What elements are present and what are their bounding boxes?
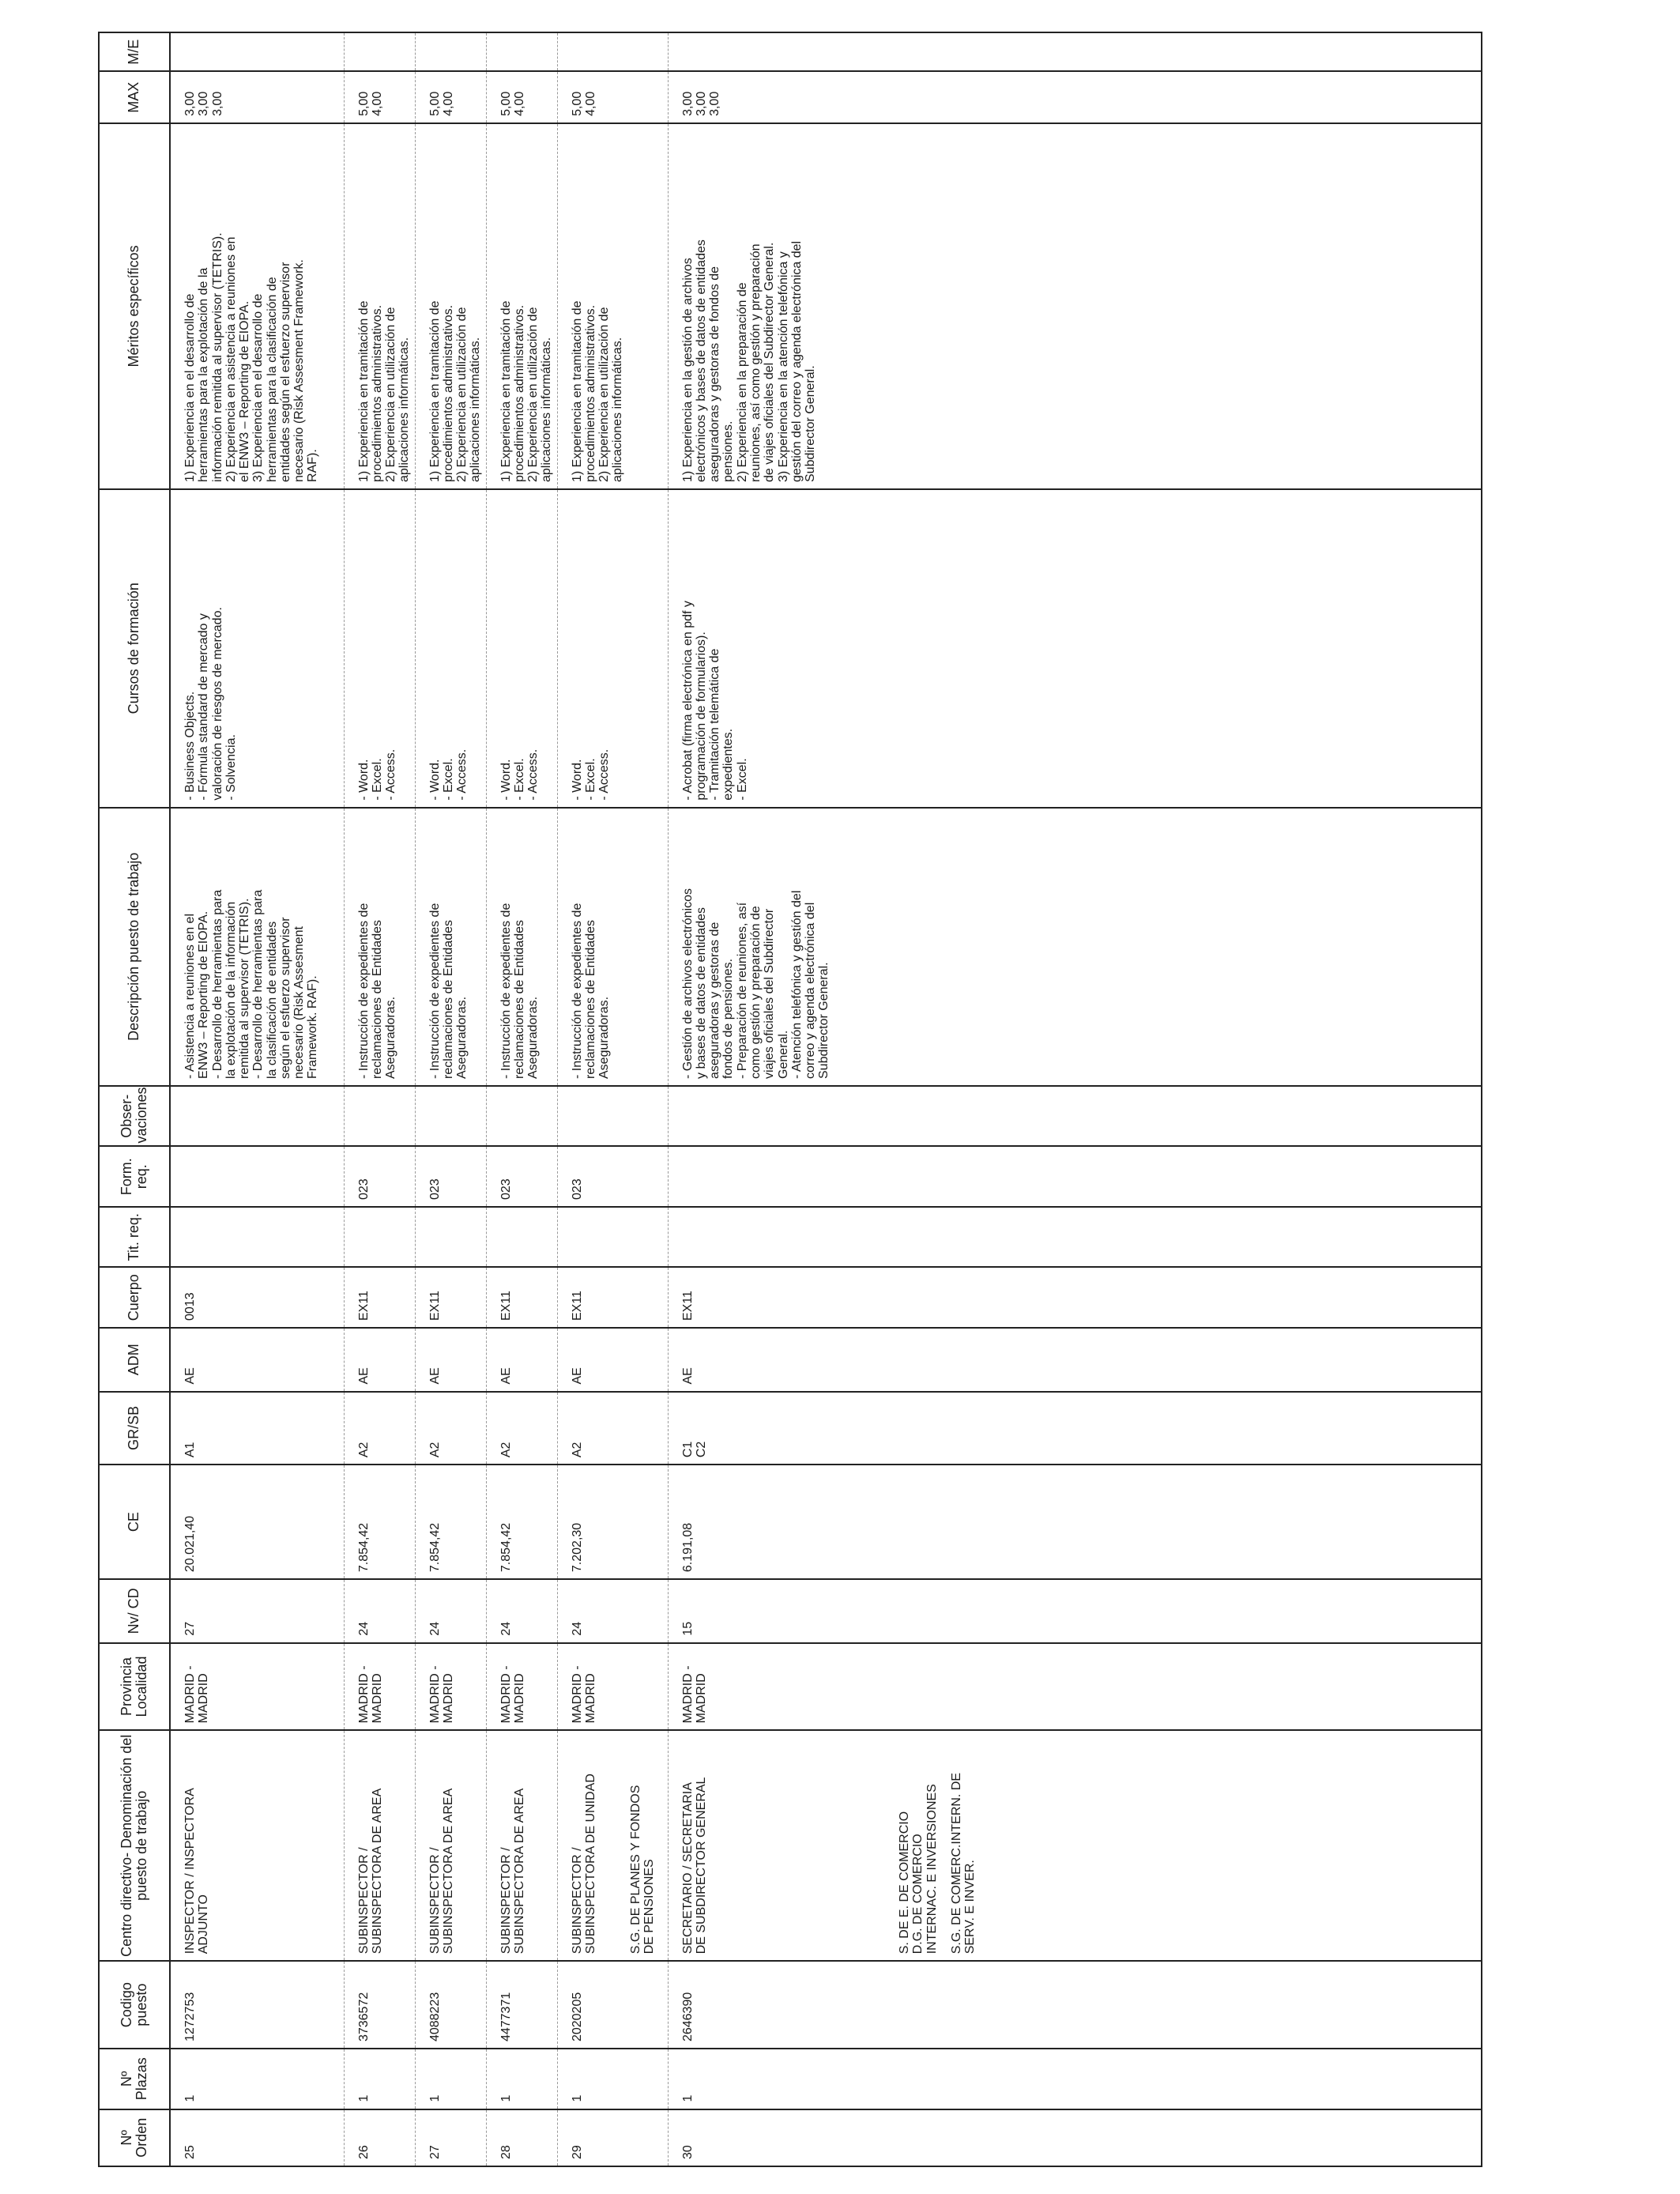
cell-codigo: 4088223 (415, 1961, 486, 2049)
cell-codigo: 2646390 (668, 1961, 1482, 2049)
cell-descripcion: - Instrucción de expedientes de reclamaciones de Entidades Aseguradoras. (486, 808, 557, 1086)
cell-grupo: A2 (415, 1392, 486, 1465)
cell-titulacion (486, 1207, 557, 1268)
cell-cuerpo: EX11 (557, 1268, 668, 1329)
cell-grupo: A2 (344, 1392, 415, 1465)
max-points: 3,00 (694, 91, 708, 116)
cell-plazas: 1 (344, 2049, 415, 2109)
cell-codigo: 3736572 (344, 1961, 415, 2049)
max-points: 5,00 (428, 91, 442, 116)
cell-ce: 20.021,40 (170, 1465, 344, 1579)
cell-codigo: 2020205 (557, 1961, 668, 2049)
cell-nivel: 27 (170, 1579, 344, 1643)
cell-adm: AE (668, 1328, 1482, 1392)
cell-provincia: MADRID - MADRID (344, 1643, 415, 1731)
table-row (486, 32, 557, 2166)
cell-descripcion: - Gestión de archivos electrónicos y bases de datos de entidades aseguradoras y gestoras de fondos de pensiones. - Preparación de reuniones, así como gestión y preparación de viajes oficiales del Subdirector General. - Atención telefónica y gestión del correo y agenda electrónica del Subdirector General. (668, 808, 1482, 1086)
header-grupo: GR/SB (99, 1392, 170, 1465)
subdireccion-label: S.G. DE COMERC.INTERN. DE SERV. E INVER. (950, 1772, 977, 1955)
cell-ce: 7.854,42 (415, 1465, 486, 1579)
max-points: 3,00 (183, 91, 197, 116)
subdireccion-label: S.G. DE PLANES Y FONDOS DE PENSIONES (629, 1785, 657, 1955)
max-points: 3,00 (680, 91, 695, 116)
cell-formacion: 023 (344, 1147, 415, 1208)
cell-nivel: 24 (344, 1579, 415, 1643)
table-row (344, 32, 415, 2166)
cell-cuerpo: 0013 (170, 1268, 344, 1329)
cell-provincia: MADRID - MADRID (557, 1643, 668, 1731)
cell-denominacion: INSPECTOR / INSPECTORA ADJUNTO (170, 1730, 344, 1961)
cell-plazas: 1 (557, 2049, 668, 2109)
cell-observaciones (170, 1086, 344, 1147)
max-points: 5,00 (570, 91, 584, 116)
cell-adm: AE (344, 1328, 415, 1392)
table-row (415, 32, 486, 2166)
cell-descripcion: - Asistencia a reuniones en el ENW3 – Reporting de EIOPA. - Desarrollo de herramientas para la explotación de la información remitida al supervisor (TETRIS). - Desarrollo de herramientas para la clasificación de entidades según el esfuerzo supervisor necesario (Risk Assesment Framework. RAF). (170, 808, 344, 1086)
header-max: MAX (99, 71, 170, 123)
max-points: 4,00 (512, 91, 526, 116)
cell-observaciones (557, 1086, 668, 1147)
cell-max (486, 71, 557, 123)
cell-me (344, 32, 415, 71)
header-observaciones: Obser- vaciones (99, 1086, 170, 1147)
cell-meritos: 1) Experiencia en tramitación de procedimientos administrativos. 2) Experiencia en utilización de aplicaciones informáticas. (415, 123, 486, 489)
cell-cuerpo: EX11 (415, 1268, 486, 1329)
header-provincia: Provincia Localidad (99, 1643, 170, 1731)
cell-meritos: 1) Experiencia en el desarrollo de herramientas para la explotación de la información remitida al supervisor (TETRIS). 2) Experiencia en asistencia a reuniones en el ENW3 – Reporting de EIOPA. 3) Experiencia en el desarrollo de herramientas para la clasificación de entidades según el esfuerzo supervisor necesario (Risk Assesment Framework. RAF). (170, 123, 344, 489)
cell-codigo: 4477371 (486, 1961, 557, 2049)
cell-titulacion (557, 1207, 668, 1268)
job-positions-table (98, 32, 1482, 2167)
cell-adm: AE (415, 1328, 486, 1392)
cell-formacion: 023 (557, 1147, 668, 1208)
cell-adm: AE (170, 1328, 344, 1392)
cell-denominacion (668, 1730, 1482, 1961)
cell-adm: AE (557, 1328, 668, 1392)
header-titulacion: Tit. req. (99, 1207, 170, 1268)
cell-cuerpo: EX11 (486, 1268, 557, 1329)
cell-provincia: MADRID - MADRID (668, 1643, 1482, 1731)
cell-meritos: 1) Experiencia en tramitación de procedimientos administrativos. 2) Experiencia en utilización de aplicaciones informáticas. (344, 123, 415, 489)
cell-max (344, 71, 415, 123)
cell-formacion (668, 1147, 1482, 1208)
table-row (668, 32, 1482, 2166)
header-cursos: Cursos de formación (99, 489, 170, 808)
cell-plazas: 1 (486, 2049, 557, 2109)
cell-ce: 7.854,42 (344, 1465, 415, 1579)
cell-grupo: A2 (486, 1392, 557, 1465)
cell-descripcion: - Instrucción de expedientes de reclamaciones de Entidades Aseguradoras. (344, 808, 415, 1086)
cell-orden: 30 (668, 2109, 1482, 2166)
cell-grupo: A1 (170, 1392, 344, 1465)
cell-me (486, 32, 557, 71)
header-meritos: Méritos específicos (99, 123, 170, 489)
cell-max (557, 71, 668, 123)
header-adm: ADM (99, 1328, 170, 1392)
cell-formacion: 023 (415, 1147, 486, 1208)
cell-meritos: 1) Experiencia en tramitación de procedimientos administrativos. 2) Experiencia en utilización de aplicaciones informáticas. (557, 123, 668, 489)
cell-orden: 27 (415, 2109, 486, 2166)
cell-descripcion: - Instrucción de expedientes de reclamaciones de Entidades Aseguradoras. (415, 808, 486, 1086)
cell-observaciones (344, 1086, 415, 1147)
cell-cursos: - Business Objects. - Fórmula standard de mercado y valoración de riesgos de mercado. - Solvencia. (170, 489, 344, 808)
cell-orden: 25 (170, 2109, 344, 2166)
max-points: 4,00 (370, 91, 384, 116)
cell-me (170, 32, 344, 71)
header-codigo: Codigo puesto (99, 1961, 170, 2049)
cell-formacion: 023 (486, 1147, 557, 1208)
cell-plazas: 1 (170, 2049, 344, 2109)
cell-meritos: 1) Experiencia en la gestión de archivos electrónicos y bases de datos de entidades aseguradoras y gestoras de fondos de pensiones. 2) Experiencia en la preparación de reuniones, así como gestión y preparación de viajes oficiales del Subdirector General. 3) Experiencia en la atención telefónica y gestión del correo y agenda electrónica del Subdirector General. (668, 123, 1482, 489)
header-me: M/E (99, 32, 170, 71)
cell-plazas: 1 (668, 2049, 1482, 2109)
cell-adm: AE (486, 1328, 557, 1392)
cell-max (668, 71, 1482, 123)
cell-provincia: MADRID - MADRID (170, 1643, 344, 1731)
cell-nivel: 24 (557, 1579, 668, 1643)
max-points: 3,00 (210, 91, 224, 116)
cell-cuerpo: EX11 (668, 1268, 1482, 1329)
table-row (170, 32, 344, 2166)
denominacion-text: SECRETARIO / SECRETARIA DE SUBDIRECTOR GENERAL (680, 1777, 708, 1955)
header-cuerpo: Cuerpo (99, 1268, 170, 1329)
header-plazas: Nº Plazas (99, 2049, 170, 2109)
cell-cursos: - Word. - Excel. - Access. (415, 489, 486, 808)
max-points: 3,00 (708, 91, 722, 116)
cell-observaciones (486, 1086, 557, 1147)
cell-descripcion: - Instrucción de expedientes de reclamaciones de Entidades Aseguradoras. (557, 808, 668, 1086)
cell-titulacion (668, 1207, 1482, 1268)
cell-codigo: 1272753 (170, 1961, 344, 2049)
cell-grupo: C1 C2 (668, 1392, 1482, 1465)
cell-titulacion (415, 1207, 486, 1268)
cell-cuerpo: EX11 (344, 1268, 415, 1329)
cell-orden: 28 (486, 2109, 557, 2166)
cell-provincia: MADRID - MADRID (486, 1643, 557, 1731)
cell-denominacion: SUBINSPECTOR / SUBINSPECTORA DE AREA (486, 1730, 557, 1961)
cell-cursos: - Word. - Excel. - Access. (486, 489, 557, 808)
header-ce: CE (99, 1465, 170, 1579)
cell-observaciones (415, 1086, 486, 1147)
header-formacion: Form. req. (99, 1147, 170, 1208)
cell-ce: 6.191,08 (668, 1465, 1482, 1579)
secretaria-estado-label: S. DE E. DE COMERCIO D.G. DE COMERCIO INTERNAC. E INVERSIONES (898, 1784, 939, 1955)
cell-denominacion (557, 1730, 668, 1961)
cell-formacion (170, 1147, 344, 1208)
table-row (557, 32, 668, 2166)
cell-titulacion (170, 1207, 344, 1268)
cell-plazas: 1 (415, 2049, 486, 2109)
cell-max (170, 71, 344, 123)
cell-nivel: 15 (668, 1579, 1482, 1643)
cell-cursos: - Word. - Excel. - Access. (557, 489, 668, 808)
header-nivel: Nv/ CD (99, 1579, 170, 1643)
cell-nivel: 24 (486, 1579, 557, 1643)
max-points: 5,00 (499, 91, 513, 116)
cell-nivel: 24 (415, 1579, 486, 1643)
max-points: 5,00 (356, 91, 371, 116)
cell-orden: 29 (557, 2109, 668, 2166)
cell-ce: 7.202,30 (557, 1465, 668, 1579)
cell-me (415, 32, 486, 71)
cell-me (668, 32, 1482, 71)
denominacion-text: SUBINSPECTOR / SUBINSPECTORA DE UNIDAD (570, 1774, 597, 1955)
cell-cursos: - Acrobat (firma electrónica en pdf y programación de formularios). - Tramitación telemática de expedientes. - Excel. (668, 489, 1482, 808)
cell-denominacion: SUBINSPECTOR / SUBINSPECTORA DE AREA (344, 1730, 415, 1961)
cell-cursos: - Word. - Excel. - Access. (344, 489, 415, 808)
header-centro: Centro directivo- Denominación del puesto de trabajo (99, 1730, 170, 1961)
header-row (99, 32, 170, 2166)
cell-me (557, 32, 668, 71)
header-orden: Nº Orden (99, 2109, 170, 2166)
cell-orden: 26 (344, 2109, 415, 2166)
cell-observaciones (668, 1086, 1482, 1147)
cell-max (415, 71, 486, 123)
cell-meritos: 1) Experiencia en tramitación de procedimientos administrativos. 2) Experiencia en utilización de aplicaciones informáticas. (486, 123, 557, 489)
cell-ce: 7.854,42 (486, 1465, 557, 1579)
max-points: 3,00 (197, 91, 211, 116)
cell-grupo: A2 (557, 1392, 668, 1465)
cell-titulacion (344, 1207, 415, 1268)
cell-denominacion: SUBINSPECTOR / SUBINSPECTORA DE AREA (415, 1730, 486, 1961)
header-descripcion: Descripción puesto de trabajo (99, 808, 170, 1086)
cell-provincia: MADRID - MADRID (415, 1643, 486, 1731)
max-points: 4,00 (441, 91, 455, 116)
max-points: 4,00 (583, 91, 597, 116)
